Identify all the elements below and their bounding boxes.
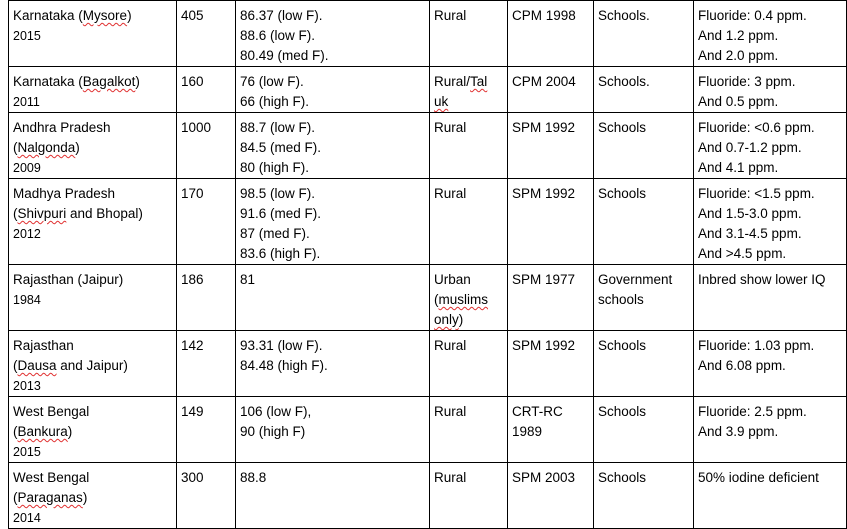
cell-line: (Nalgonda) — [13, 140, 80, 155]
region-cell — [9, 265, 177, 331]
setting-cell — [594, 113, 694, 179]
cell-line: Inbred show lower IQ — [698, 272, 826, 287]
cell-line: (Bankura) — [13, 424, 73, 439]
test-cell — [508, 113, 594, 179]
cell-line: Schools. — [598, 74, 650, 89]
cell-line: Government — [598, 272, 673, 287]
cell-line: SPM 1992 — [512, 338, 576, 353]
cell-line: And 3.1-4.5 ppm. — [698, 226, 802, 241]
area-cell — [430, 331, 508, 397]
sample-size-cell — [177, 113, 236, 179]
cell-line: And 0.5 ppm. — [698, 94, 779, 109]
cell-line: Madhya Pradesh — [13, 186, 116, 201]
cell-line: Fluoride: 0.4 ppm. — [698, 8, 807, 23]
cell-line: uk — [434, 94, 449, 109]
cell-line: Rajasthan — [13, 338, 74, 353]
cell-line: 93.31 (low F). — [240, 338, 323, 353]
table-body — [9, 1, 847, 529]
cell-line: (Dausa and Jaipur) — [13, 358, 128, 373]
cell-line: 88.7 (low F). — [240, 120, 316, 135]
region-cell — [9, 331, 177, 397]
setting-cell — [594, 397, 694, 463]
area-cell — [430, 463, 508, 529]
area-cell — [430, 179, 508, 265]
cell-line: 50% iodine deficient — [698, 470, 819, 485]
note-cell — [694, 265, 847, 331]
iq-cell — [236, 397, 430, 463]
cell-line: Karnataka (Bagalkot) — [13, 74, 140, 89]
region-cell — [9, 1, 177, 67]
cell-line: (muslims — [434, 292, 488, 307]
cell-line: 76 (low F). — [240, 74, 304, 89]
region-cell — [9, 397, 177, 463]
cell-line: And 0.7-1.2 ppm. — [698, 140, 802, 155]
cell-line: 1989 — [512, 424, 543, 439]
test-cell — [508, 1, 594, 67]
sample-size-cell — [177, 331, 236, 397]
iq-cell — [236, 67, 430, 113]
setting-cell — [594, 265, 694, 331]
cell-line: only) — [434, 312, 464, 327]
cell-line: Rural — [434, 120, 467, 135]
sample-size-cell — [177, 265, 236, 331]
test-cell — [508, 463, 594, 529]
cell-line: 88.6 (low F). — [240, 28, 316, 43]
cell-line: 80.49 (med F). — [240, 48, 329, 63]
cell-line: Rural/Tal — [434, 74, 488, 89]
test-cell — [508, 179, 594, 265]
table-row — [9, 463, 847, 529]
area-cell — [430, 397, 508, 463]
cell-line: 81 — [240, 272, 256, 287]
iq-cell — [236, 179, 430, 265]
cell-line: 405 — [181, 8, 204, 23]
test-cell — [508, 67, 594, 113]
setting-cell — [594, 1, 694, 67]
cell-line: CPM 1998 — [512, 8, 576, 23]
cell-line: 186 — [181, 272, 204, 287]
setting-cell — [594, 463, 694, 529]
sample-size-cell — [177, 463, 236, 529]
year-line: 2011 — [13, 95, 40, 109]
region-cell — [9, 113, 177, 179]
sample-size-cell — [177, 397, 236, 463]
cell-line: 83.6 (high F). — [240, 246, 321, 261]
year-line: 2014 — [13, 511, 41, 525]
year-line: 2012 — [13, 227, 41, 241]
cell-line: 142 — [181, 338, 204, 353]
year-line: 2015 — [13, 445, 41, 459]
cell-line: 98.5 (low F). — [240, 186, 316, 201]
cell-line: Fluoride: <1.5 ppm. — [698, 186, 815, 201]
iq-fluoride-table — [8, 0, 847, 529]
sample-size-cell — [177, 1, 236, 67]
cell-line: Schools — [598, 470, 647, 485]
table-row — [9, 265, 847, 331]
cell-line: 1000 — [181, 120, 212, 135]
cell-line: 160 — [181, 74, 204, 89]
note-cell — [694, 331, 847, 397]
table-row — [9, 113, 847, 179]
cell-line: Rural — [434, 338, 467, 353]
cell-line: And 1.2 ppm. — [698, 28, 779, 43]
cell-line: And >4.5 ppm. — [698, 246, 787, 261]
region-cell — [9, 179, 177, 265]
cell-line: Schools — [598, 338, 647, 353]
sample-size-cell — [177, 67, 236, 113]
cell-line: Andhra Pradesh — [13, 120, 111, 135]
cell-line: SPM 1977 — [512, 272, 576, 287]
cell-line: CPM 2004 — [512, 74, 576, 89]
cell-line: SPM 1992 — [512, 186, 576, 201]
cell-line: 80 (high F). — [240, 160, 310, 175]
cell-line: Fluoride: 3 ppm. — [698, 74, 796, 89]
note-cell — [694, 67, 847, 113]
cell-line: schools — [598, 292, 644, 307]
cell-line: 149 — [181, 404, 204, 419]
area-cell — [430, 1, 508, 67]
cell-line: (Shivpuri and Bhopal) — [13, 206, 143, 221]
region-cell — [9, 67, 177, 113]
setting-cell — [594, 331, 694, 397]
cell-line: 91.6 (med F). — [240, 206, 322, 221]
sample-size-cell — [177, 179, 236, 265]
area-cell — [430, 265, 508, 331]
cell-line: 88.8 — [240, 470, 267, 485]
cell-line: SPM 1992 — [512, 120, 576, 135]
cell-line: And 3.9 ppm. — [698, 424, 779, 439]
cell-line: Fluoride: 1.03 ppm. — [698, 338, 815, 353]
note-cell — [694, 113, 847, 179]
cell-line: Karnataka (Mysore) — [13, 8, 132, 23]
cell-line: And 6.08 ppm. — [698, 358, 786, 373]
table-row — [9, 1, 847, 67]
region-cell — [9, 463, 177, 529]
iq-cell — [236, 265, 430, 331]
cell-line: And 1.5-3.0 ppm. — [698, 206, 802, 221]
note-cell — [694, 1, 847, 67]
note-cell — [694, 463, 847, 529]
cell-line: Schools — [598, 120, 647, 135]
table-row — [9, 67, 847, 113]
iq-cell — [236, 113, 430, 179]
year-line: 2009 — [13, 161, 41, 175]
cell-line: 106 (low F), — [240, 404, 312, 419]
table-row — [9, 331, 847, 397]
cell-line: Fluoride: <0.6 ppm. — [698, 120, 815, 135]
cell-line: Rural — [434, 8, 467, 23]
test-cell — [508, 265, 594, 331]
table-row — [9, 179, 847, 265]
cell-line: 300 — [181, 470, 204, 485]
note-cell — [694, 397, 847, 463]
cell-line: Schools — [598, 404, 647, 419]
note-cell — [694, 179, 847, 265]
year-line: 2013 — [13, 379, 41, 393]
area-cell — [430, 67, 508, 113]
setting-cell — [594, 179, 694, 265]
cell-line: Rajasthan (Jaipur) — [13, 272, 124, 287]
cell-line: CRT-RC — [512, 404, 563, 419]
cell-line: SPM 2003 — [512, 470, 576, 485]
table-row — [9, 397, 847, 463]
test-cell — [508, 397, 594, 463]
cell-line: 84.5 (med F). — [240, 140, 322, 155]
cell-line: Rural — [434, 404, 467, 419]
cell-line: 86.37 (low F). — [240, 8, 323, 23]
setting-cell — [594, 67, 694, 113]
cell-line: 87 (med F). — [240, 226, 310, 241]
year-line: 2015 — [13, 29, 41, 43]
cell-line: West Bengal — [13, 470, 90, 485]
cell-line: And 4.1 ppm. — [698, 160, 779, 175]
cell-line: Rural — [434, 470, 467, 485]
cell-line: West Bengal — [13, 404, 90, 419]
cell-line: Fluoride: 2.5 ppm. — [698, 404, 807, 419]
iq-cell — [236, 1, 430, 67]
cell-line: 84.48 (high F). — [240, 358, 328, 373]
area-cell — [430, 113, 508, 179]
cell-line: And 2.0 ppm. — [698, 48, 779, 63]
cell-line: Rural — [434, 186, 467, 201]
year-line: 1984 — [13, 293, 41, 307]
iq-cell — [236, 331, 430, 397]
cell-line: Schools — [598, 186, 647, 201]
cell-line: 170 — [181, 186, 204, 201]
cell-line: Schools. — [598, 8, 650, 23]
cell-line: 66 (high F). — [240, 94, 310, 109]
cell-line: 90 (high F) — [240, 424, 306, 439]
iq-cell — [236, 463, 430, 529]
cell-line: Urban — [434, 272, 471, 287]
cell-line: (Paraganas) — [13, 490, 88, 505]
test-cell — [508, 331, 594, 397]
